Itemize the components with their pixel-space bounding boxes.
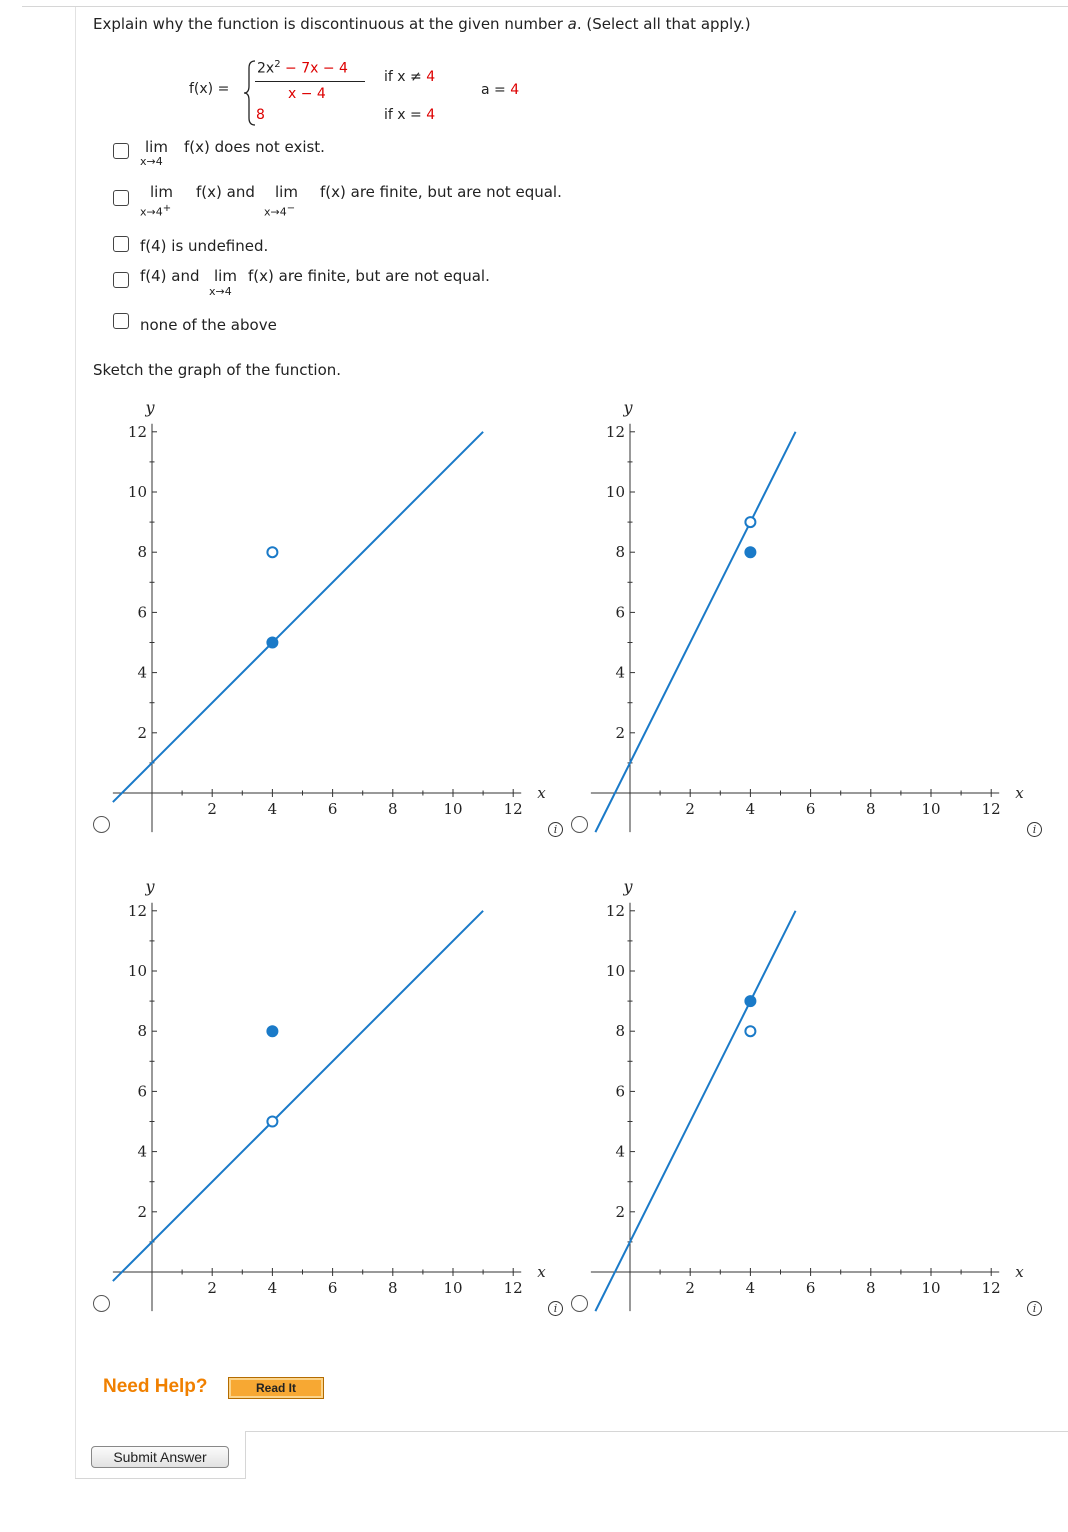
submit-answer-button[interactable]: Submit Answer (91, 1446, 229, 1468)
graph-d-info-icon[interactable]: i (1027, 1301, 1042, 1316)
graph-d-y-tick-label: 4 (615, 1142, 625, 1161)
graph-b-x-tick-label: 6 (805, 800, 816, 818)
graph-d-y-tick-label: 6 (615, 1082, 625, 1101)
graph-b-y-tick-label: 4 (615, 663, 625, 682)
case2-value: 8 (256, 107, 265, 123)
graph-d-x-tick-label: 4 (745, 1279, 756, 1297)
graph-b-y-tick-label: 2 (615, 723, 625, 742)
graph-b-x-axis-label: x (1015, 784, 1024, 802)
graph-d-y-axis-label: y (623, 876, 633, 896)
case2-number: 4 (426, 107, 436, 123)
help-separator (245, 1431, 1068, 1432)
graph-d-x-tick-label: 2 (685, 1279, 695, 1297)
option-2-lim2: lim (275, 183, 298, 201)
denominator: x − 4 (288, 86, 326, 102)
graph-d-x-tick-label: 6 (805, 1279, 816, 1297)
option-1-sub: x→4 (140, 155, 163, 168)
graph-a-x-tick-label: 8 (388, 800, 398, 818)
graph-c-y-axis-label: y (145, 876, 155, 896)
function-lhs: f(x) = (189, 81, 230, 97)
graph-b-x-tick-label: 2 (685, 800, 695, 818)
graph-b-x-tick-label: 4 (745, 800, 756, 818)
graph-b-y-tick-label: 8 (615, 543, 625, 562)
option-2-sub1-text: x→4 (140, 205, 163, 219)
graph-a-y-tick-label: 2 (137, 723, 147, 742)
numerator-exp: 2 (274, 59, 281, 70)
option-2-mid: f(x) and (196, 183, 255, 201)
option-2-lim1: lim (150, 183, 173, 201)
graph-a-open-point (267, 547, 277, 557)
graph-c-x-tick-label: 8 (388, 1279, 398, 1297)
graph-a-x-tick-label: 2 (207, 800, 217, 818)
graph-b-x-tick-label: 10 (921, 800, 941, 818)
option-1-lim: lim (145, 138, 168, 156)
option-5-text: none of the above (140, 316, 277, 334)
read-it-button[interactable]: Read It (228, 1377, 324, 1399)
graph-a-filled-point (267, 637, 278, 648)
graph-a-y-tick-label: 6 (137, 603, 147, 622)
graph-a-x-tick-label: 12 (503, 800, 523, 818)
graph-c-radio[interactable] (93, 1295, 110, 1312)
graph-c-y-tick-label: 10 (127, 962, 147, 980)
graph-a-x-tick-label: 6 (327, 800, 338, 818)
graph-a-line (113, 432, 483, 802)
graph-a-y-tick-label: 10 (127, 483, 147, 501)
graph-b-x-tick-label: 8 (866, 800, 876, 818)
graph-c-x-tick-label: 10 (443, 1279, 463, 1297)
graph-c-y-tick-label: 2 (137, 1202, 147, 1221)
graph-c-y-tick-label: 4 (137, 1142, 147, 1161)
graph-c-x-tick-label: 6 (327, 1279, 338, 1297)
graph-c-x-tick-label: 12 (503, 1279, 523, 1297)
graph-c-x-tick-label: 2 (207, 1279, 217, 1297)
graph-a-y-tick-label: 12 (127, 422, 147, 441)
submit-panel-bottom (75, 1478, 245, 1479)
graph-d-filled-point (745, 996, 756, 1007)
numerator-lead: 2x (257, 60, 275, 77)
graph-d (591, 877, 1024, 1311)
submit-panel-border (245, 1431, 246, 1479)
graph-c-y-tick-label: 8 (137, 1022, 147, 1041)
graph-d-x-tick-label: 12 (981, 1279, 1001, 1297)
graph-c-line (113, 911, 483, 1281)
graph-c-x-tick-label: 4 (267, 1279, 278, 1297)
graph-a (113, 398, 546, 832)
graph-c-y-tick-label: 6 (137, 1082, 147, 1101)
case2-label: if x = (384, 107, 427, 123)
prompt-var: a (567, 15, 577, 33)
sketch-prompt: Sketch the graph of the function. (93, 361, 342, 379)
graph-c-y-tick-label: 12 (127, 901, 147, 920)
prompt-start: Explain why the function is discontinuous at the given number (93, 15, 568, 33)
graph-a-x-tick-label: 4 (267, 800, 278, 818)
option-4-pre: f(4) and (140, 267, 200, 285)
graph-d-y-tick-label: 8 (615, 1022, 625, 1041)
graph-b-line (595, 432, 795, 832)
graph-b (591, 398, 1024, 832)
graph-b-info-icon[interactable]: i (1027, 822, 1042, 837)
graph-a-y-tick-label: 4 (137, 663, 147, 682)
option-4-sub: x→4 (209, 285, 232, 298)
graph-d-y-tick-label: 10 (605, 962, 625, 980)
a-number: 4 (510, 82, 520, 98)
graph-b-open-point (745, 517, 755, 527)
graph-b-filled-point (745, 547, 756, 558)
graph-a-x-axis-label: x (537, 784, 546, 802)
option-2-text: f(x) are finite, but are not equal. (320, 183, 562, 201)
graph-a-radio[interactable] (93, 816, 110, 833)
option-4-lim: lim (214, 267, 237, 285)
option-2-sup1: + (162, 203, 172, 214)
graph-d-y-tick-label: 12 (605, 901, 625, 920)
case1-number: 4 (426, 69, 436, 85)
graph-b-y-tick-label: 6 (615, 603, 625, 622)
option-3-text: f(4) is undefined. (140, 237, 269, 255)
graph-d-line (595, 911, 795, 1311)
numerator-rest: − 7x − 4 (280, 60, 348, 77)
graph-a-y-tick-label: 8 (137, 543, 147, 562)
graph-d-radio[interactable] (571, 1295, 588, 1312)
graph-b-y-tick-label: 10 (605, 483, 625, 501)
graph-b-y-tick-label: 12 (605, 422, 625, 441)
graph-b-y-axis-label: y (623, 397, 633, 417)
graph-c-info-icon[interactable]: i (548, 1301, 563, 1316)
a-label: a = (481, 82, 511, 98)
graph-d-x-axis-label: x (1015, 1263, 1024, 1281)
option-1-text: f(x) does not exist. (184, 138, 325, 156)
need-help-label: Need Help? (103, 1376, 208, 1397)
graph-d-open-point (745, 1026, 755, 1036)
graph-d-y-tick-label: 2 (615, 1202, 625, 1221)
graph-c-x-axis-label: x (537, 1263, 546, 1281)
option-2-sup2: − (286, 203, 296, 214)
graph-c-open-point (267, 1117, 277, 1127)
graph-c-filled-point (267, 1026, 278, 1037)
option-4-text: f(x) are finite, but are not equal. (248, 267, 490, 285)
graph-d-x-tick-label: 8 (866, 1279, 876, 1297)
option-2-sub2-text: x→4 (264, 205, 287, 219)
graph-a-y-axis-label: y (145, 397, 155, 417)
graph-c (113, 877, 546, 1311)
graph-d-x-tick-label: 10 (921, 1279, 941, 1297)
prompt-end: . (Select all that apply.) (576, 15, 751, 33)
graph-b-radio[interactable] (571, 816, 588, 833)
case1-label: if x ≠ (384, 69, 427, 85)
graph-a-x-tick-label: 10 (443, 800, 463, 818)
graph-b-x-tick-label: 12 (981, 800, 1001, 818)
graph-a-info-icon[interactable]: i (548, 822, 563, 837)
